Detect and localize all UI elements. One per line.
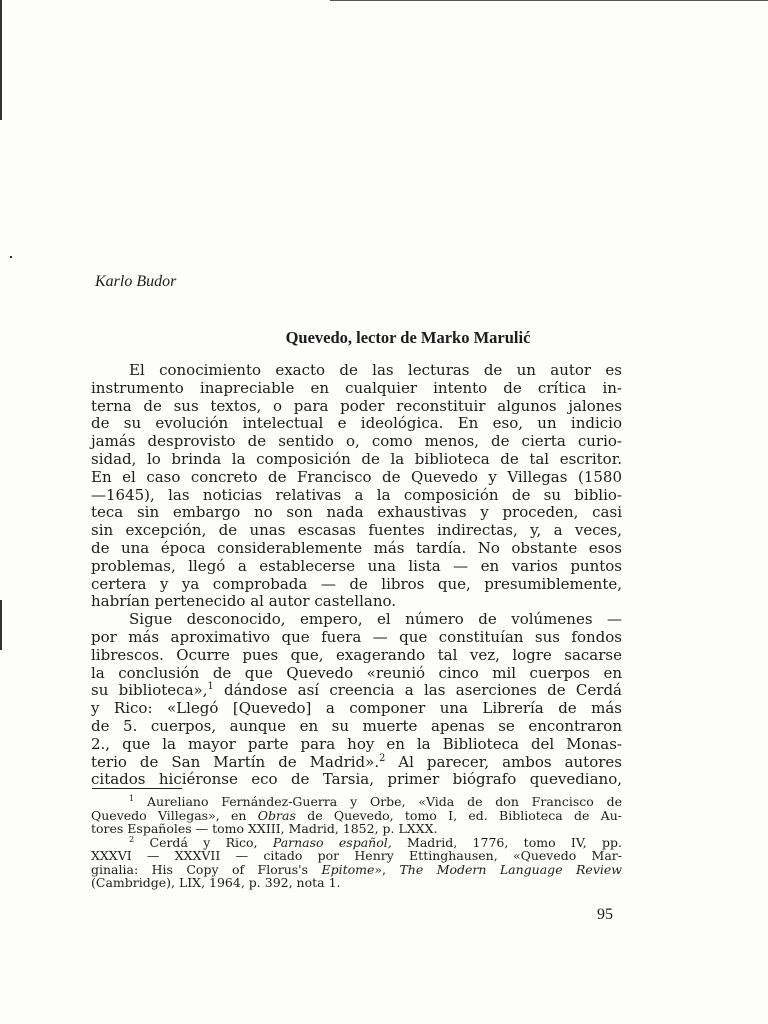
footnote-separator [92, 788, 182, 789]
body-line: —1645), las noticias relativas a la composición de su biblio- [91, 485, 622, 504]
body-line: citados hiciéronse eco de Tarsia, primer biógrafo quevediano, [91, 770, 622, 789]
footnote-line: (Cambridge), LIX, 1964, p. 392, nota 1. [91, 875, 341, 890]
body-line: teca sin embargo no son nada exhaustivas y proceden, casi [91, 503, 622, 522]
body-line: terna de sus textos, o para poder reconstituir algunos jalones [91, 396, 622, 415]
body-line: 2., que la mayor parte para hoy en la Biblioteca del Monas- [91, 734, 622, 753]
footnote-line: XXXVI — XXXVII — citado por Henry Ettinghausen, «Quevedo Mar- [91, 848, 622, 863]
body-line: habrían pertenecido al autor castellano. [91, 592, 397, 611]
scan-top-rule [330, 0, 768, 1]
body-line: instrumento inapreciable en cualquier intento de crítica in- [91, 378, 622, 397]
footnotes [91, 792, 622, 890]
body-line: jamás desprovisto de sentido o, como menos, de cierta curio- [91, 432, 622, 451]
body-line: En el caso concreto de Francisco de Quevedo y Villegas (1580 [91, 467, 622, 486]
page-number: 95 [597, 906, 613, 923]
body-line: librescos. Ocurre pues que, exagerando tal vez, logre sacarse [91, 645, 622, 664]
body-line-start: su biblioteca», [91, 681, 208, 700]
body-line-start: terio de San Martín de Madrid». [91, 752, 380, 771]
footnote-line: $^2$ Cerdá y Rico, Parnaso español, Madrid, 1776, tomo IV, pp. [129, 833, 622, 850]
footnote-line: Quevedo Villegas», en Obras de Quevedo, tomo I, ed. Biblioteca de Au- [91, 807, 622, 823]
body-line [91, 682, 622, 700]
article-title: Quevedo, lector de Marko Marulić [285, 328, 531, 347]
scan-speck [10, 256, 12, 258]
body-line-end: Al parecer, ambos autores [385, 752, 622, 771]
footnote-line: ginalia: His Copy of Florus's Epitome», The Modern Language Review [91, 861, 622, 877]
body-line: problemas, llegó a establecerse una lista — en varios puntos [91, 556, 622, 575]
footnote-ref-1: 1 [207, 681, 214, 693]
body-line: sin excepción, de unas escasas fuentes indirectas, y, a veces, [91, 521, 622, 540]
scan-left-edge [0, 0, 2, 120]
author-name: Karlo Budor [95, 273, 177, 290]
body-line: la conclusión de que Quevedo «reunió cinco mil cuerpos en [91, 663, 622, 682]
body-line: El conocimiento exacto de las lecturas de un autor es [129, 361, 622, 379]
body-line: sidad, lo brinda la composición de la biblioteca de tal escritor. [91, 449, 622, 468]
footnote-number-1: 1 [129, 792, 135, 803]
article-body [91, 362, 622, 789]
footnote-number-2: 2 [129, 833, 135, 844]
body-line: de una época considerablemente más tardía. No obstante esos [91, 538, 622, 557]
footnote-line: tores Españoles — tomo XXIII, Madrid, 1852, p. LXXX. [91, 821, 438, 836]
scan-left-edge-lower [0, 600, 2, 650]
body-line [91, 754, 622, 772]
body-line: de su evolución intelectual e ideológica. En eso, un indicio [91, 414, 622, 433]
footnote-line: $^1$ Aureliano Fernández-Guerra y Orbe, «Vida de don Francisco de [129, 792, 622, 809]
body-line: certera y ya comprobada — de libros que, presumiblemente, [91, 574, 622, 593]
footnote-ref-2: 2 [379, 752, 386, 764]
body-line: por más aproximativo que fuera — que constituían sus fondos [91, 627, 622, 646]
body-line: de 5. cuerpos, aunque en su muerte apenas se encontraron [91, 716, 622, 735]
body-line-end: dándose así creencia a las aserciones de Cerdá [213, 681, 622, 700]
body-line: Sigue desconocido, empero, el número de volúmenes — [129, 610, 622, 629]
body-line: y Rico: «Llegó [Quevedo] a componer una Librería de más [91, 699, 622, 718]
